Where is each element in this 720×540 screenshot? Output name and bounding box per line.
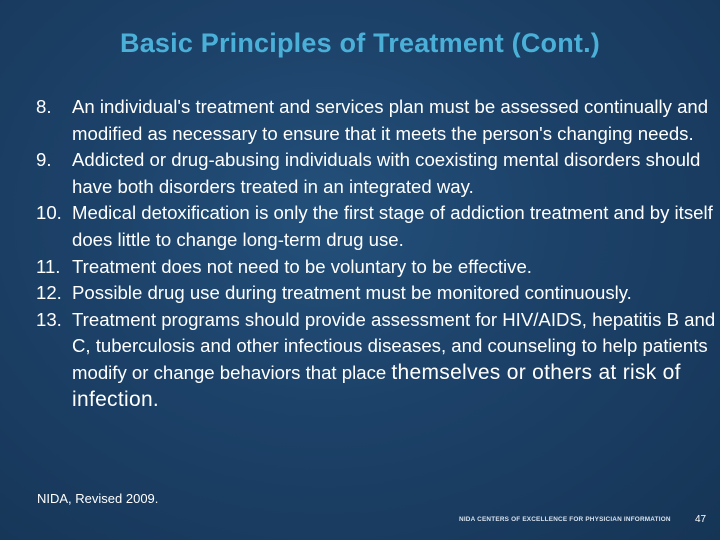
slide-title: Basic Principles of Treatment (Cont.): [120, 28, 600, 58]
list-item: [36, 307, 720, 413]
item-text-end: themselves or others at risk of infection.: [72, 360, 681, 411]
list-item: [36, 280, 720, 307]
page-number: 47: [695, 514, 707, 525]
list-item: [36, 147, 720, 200]
footer-text: NIDA CENTERS OF EXCELLENCE FOR PHYSICIAN INFORMATION: [459, 516, 671, 523]
item-text: Addicted or drug-abusing individuals with coexisting mental disorders should have both disorders treated in an integrated way.: [72, 149, 701, 197]
list-item: [36, 94, 720, 147]
item-text: Medical detoxification is only the first stage of addiction treatment and by itself does little to change long-term drug use.: [72, 202, 713, 250]
item-text: Treatment does not need to be voluntary to be effective.: [72, 255, 532, 277]
item-text: An individual's treatment and services plan must be assessed continually and modified as necessary to ensure that it meets the person's changing needs.: [72, 96, 709, 144]
citation: NIDA, Revised 2009.: [37, 491, 159, 506]
item-number: 11.: [36, 255, 61, 277]
principles-list: [36, 94, 720, 413]
list-item: [36, 254, 720, 281]
item-text: Possible drug use during treatment must be monitored continuously.: [72, 282, 632, 304]
item-number: 8.: [36, 96, 52, 117]
item-number: 10.: [36, 202, 62, 224]
item-number: 12.: [36, 282, 62, 304]
item-number: 9.: [36, 149, 52, 171]
item-number: 13.: [36, 308, 62, 330]
item-text: Treatment programs should provide assessment for HIV/AIDS, hepatitis B and C, tuberculosis and other infectious diseases, and counseling to help patients modify or change behaviors that place: [72, 308, 716, 383]
list-item: [36, 200, 720, 253]
